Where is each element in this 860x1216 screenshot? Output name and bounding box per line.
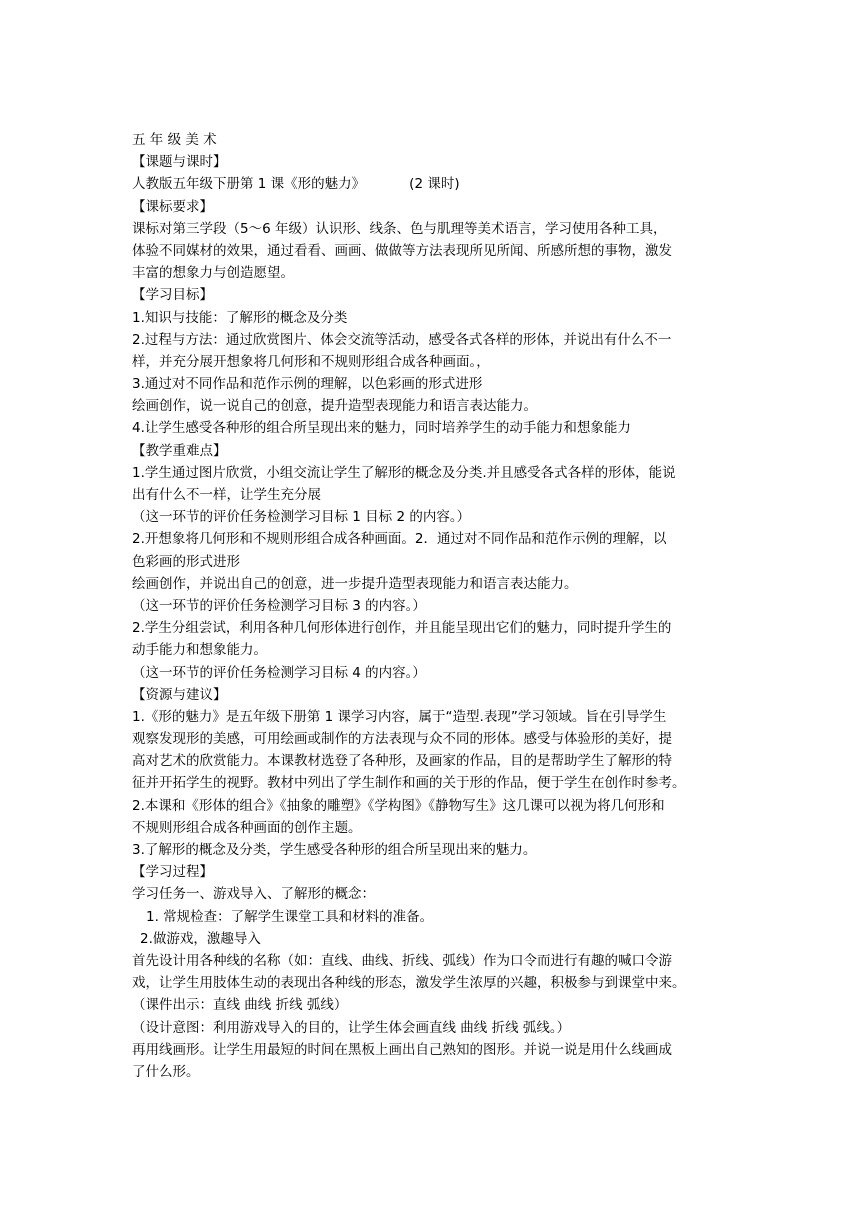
paragraph-line: （课件出示：直线 曲线 折线 弧线） [132,997,348,1014]
paragraph-line: 了什么形。 [132,1063,200,1080]
section-heading-key-points: 【教学重难点】 [132,442,227,459]
list-item: 1. 常规检查：了解学生课堂工具和材料的准备。 [146,908,434,925]
paragraph-line: 2.学生分组尝试，利用各种几何形体进行创作，并且能呈现出它们的魅力，同时提升学生的 [132,620,672,637]
doc-title: 五 年 级 美 术 [132,132,217,148]
section-heading-process: 【学习过程】 [132,864,213,881]
paragraph-line: 4.让学生感受各种形的组合所呈现出来的魅力，同时培养学生的动手能力和想象能力 [132,420,631,437]
paragraph-line: （这一环节的评价任务检测学习目标 4 的内容。） [132,664,426,681]
paragraph-line: 学习任务一、游戏导入、了解形的概念： [132,886,375,903]
lesson-title: 人教版五年级下册第 1 课《形的魅力》 [132,176,366,193]
paragraph-line: 不规则形组合成各种画面的创作主题。 [132,819,362,836]
paragraph-line: 课标对第三学段（5～6 年级）认识形、线条、色与肌理等美术语言，学习使用各种工具， [132,220,667,237]
paragraph-line: 征并开拓学生的视野。教材中列出了学生制作和画的关于形的作品，便于学生在创作时参考。 [132,775,686,792]
section-heading-goals: 【学习目标】 [132,287,213,304]
paragraph-line: 动手能力和想象能力。 [132,642,267,659]
paragraph-line: 3.通过对不同作品和范作示例的理解，以色彩画的形式进形 [132,376,483,393]
paragraph-line: 绘画创作，说一说自己的创意，提升造型表现能力和语言表达能力。 [132,398,537,415]
paragraph-line: 丰富的想象力与创造愿望。 [132,265,294,282]
paragraph-line: 3.了解形的概念及分类，学生感受各种形的组合所呈现出来的魅力。 [132,842,537,858]
section-heading-topic: 【课题与课时】 [132,154,227,171]
section-heading-resources: 【资源与建议】 [132,686,227,703]
paragraph-line: 2.过程与方法：通过欣赏图片、体会交流等活动，感受各式各样的形体，并说出有什么不一 [132,331,672,348]
document-body [132,129,732,1083]
paragraph-line: 2.开想象将几何形和不规则形组合成各种画面。2．通过对不同作品和范作示例的理解，以 [132,531,667,548]
paragraph-line: 首先设计用各种线的名称（如：直线、曲线、折线、弧线）作为口令而进行有趣的喊口令游 [132,952,672,969]
paragraph-line: 样，并充分展开想象将几何形和不规则形组合成各种画面。， [132,353,490,370]
paragraph-line: 观察发现形的美感，可用绘画或制作的方法表现与众不同的形体。感受与体验形的美好，提 [132,731,672,748]
paragraph-line: 绘画创作，并说出自己的创意，进一步提升造型表现能力和语言表达能力。 [132,575,578,592]
paragraph-line: 高对艺术的欣赏能力。本课教材选登了各种形，及画家的作品，目的是帮助学生了解形的特 [132,753,672,770]
paragraph-line: 出有什么不一样，让学生充分展 [132,487,321,503]
lesson-info [132,173,732,195]
paragraph-line: 1.知识与技能：了解形的概念及分类 [132,309,348,326]
paragraph-line: 再用线画形。让学生用最短的时间在黑板上画出自己熟知的图形。并说一说是用什么线画成 [132,1041,672,1058]
paragraph-line: 1.《形的魅力》是五年级下册第 1 课学习内容，属于“造型.表现”学习领域。旨在引导学生 [132,708,667,725]
section-heading-standard: 【课标要求】 [132,198,213,215]
paragraph-line: （这一环节的评价任务检测学习目标 3 的内容。） [132,597,426,614]
paragraph-line: （这一环节的评价任务检测学习目标 1 目标 2 的内容。） [132,509,471,526]
paragraph-line: 1.学生通过图片欣赏，小组交流让学生了解形的概念及分类.并且感受各式各样的形体，能说 [132,464,676,481]
paragraph-line: 体验不同媒材的效果，通过看看、画画、做做等方法表现所见所闻、所感所想的事物，激发 [132,242,672,259]
lesson-hours: (2 课时) [409,176,460,193]
list-item: 2.做游戏，激趣导入 [140,930,261,947]
paragraph-line: （设计意图：利用游戏导入的目的，让学生体会画直线 曲线 折线 弧线。） [132,1019,571,1036]
paragraph-line: 戏，让学生用肢体生动的表现出各种线的形态，激发学生浓厚的兴趣，积极参与到课堂中来。 [132,975,686,992]
paragraph-line: 2.本课和《形体的组合》《抽象的雕塑》《学构图》《静物写生》这几课可以视为将几何形和 [132,797,665,814]
paragraph-line: 色彩画的形式进形 [132,553,240,570]
